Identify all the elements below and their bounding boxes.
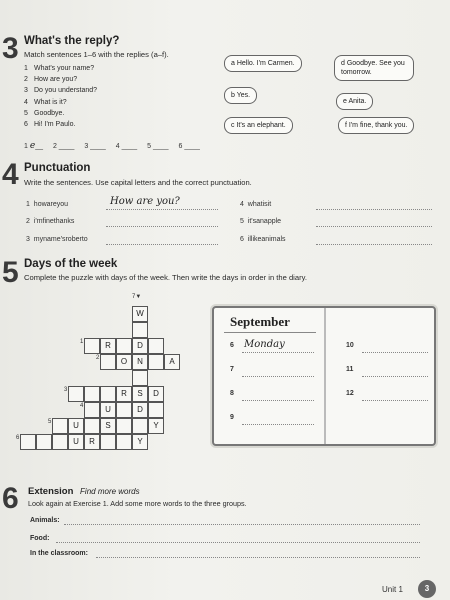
sentence-item: 4 What is it?	[24, 98, 67, 106]
answer-slot[interactable]: 4 ____	[115, 143, 138, 150]
crossword-cell[interactable]	[116, 402, 132, 418]
diary-day-number: 6	[230, 342, 234, 349]
answer-line[interactable]	[316, 244, 432, 245]
diary-line[interactable]	[362, 400, 428, 401]
punctuation-item: 3 myname'sroberto	[26, 236, 88, 243]
crossword-cell[interactable]	[84, 338, 100, 354]
page-number: 3	[418, 580, 436, 598]
exercise-3-instruction: Match sentences 1–6 with the replies (a–f).	[24, 50, 169, 59]
crossword-cell[interactable]	[52, 434, 68, 450]
crossword-cell[interactable]: O	[116, 354, 132, 370]
diary-day-number: 7	[230, 366, 234, 373]
punctuation-item: 6 illikeanimals	[240, 236, 286, 243]
exercise-6-title	[28, 486, 140, 497]
sentence-item: 2 How are you?	[24, 76, 78, 84]
crossword-cell[interactable]: W	[132, 306, 148, 322]
group-line[interactable]	[64, 524, 420, 525]
sentence-item: 3 Do you understand?	[24, 87, 98, 95]
diary-month: September	[230, 314, 290, 329]
crossword-cell[interactable]	[116, 338, 132, 354]
answer-line[interactable]	[106, 209, 218, 210]
reply-bubble-f: f I'm fine, thank you.	[338, 117, 414, 134]
reply-bubble-e: e Anita.	[336, 93, 373, 110]
exercise-3-number: 3	[2, 32, 19, 65]
crossword-cell[interactable]	[132, 370, 148, 386]
clue-number: 7▼	[132, 294, 142, 300]
clue-number: 6	[16, 435, 20, 441]
answer-line[interactable]	[316, 226, 432, 227]
clue-number: 2	[96, 355, 100, 361]
crossword-cell[interactable]: R	[84, 434, 100, 450]
answer-slot[interactable]: 3 ____	[84, 143, 106, 150]
answer-line[interactable]	[106, 226, 218, 227]
diary-rule	[224, 332, 316, 333]
diary	[212, 306, 436, 446]
crossword-cell[interactable]	[68, 386, 84, 402]
unit-label: Unit 1	[382, 585, 403, 594]
crossword-cell[interactable]: U	[100, 402, 116, 418]
crossword-cell[interactable]	[52, 418, 68, 434]
clue-number: 3	[64, 387, 68, 393]
crossword-cell[interactable]: Y	[148, 418, 164, 434]
group-label-classroom: In the classroom:	[30, 550, 88, 557]
diary-line[interactable]	[362, 352, 428, 353]
crossword-cell[interactable]	[132, 418, 148, 434]
crossword-cell[interactable]: N	[132, 354, 148, 370]
reply-bubble-b: b Yes.	[224, 87, 257, 104]
diary-line[interactable]	[242, 376, 314, 377]
sentence-item: 5 Goodbye.	[24, 109, 65, 117]
crossword-cell[interactable]	[148, 354, 164, 370]
diary-line[interactable]	[242, 352, 314, 353]
crossword-cell[interactable]: Y	[132, 434, 148, 450]
exercise-6-title-text: Extension	[28, 486, 74, 497]
punctuation-item: 2 i'mfinethanks	[26, 218, 75, 225]
crossword-cell[interactable]: U	[68, 434, 84, 450]
crossword-cell[interactable]	[116, 418, 132, 434]
crossword-cell[interactable]: A	[164, 354, 180, 370]
exercise-6-number: 6	[2, 482, 19, 515]
crossword-cell[interactable]	[20, 434, 36, 450]
clue-number: 5	[48, 419, 52, 425]
crossword-cell[interactable]	[84, 418, 100, 434]
diary-day-number: 11	[346, 366, 354, 373]
exercise-4-title: Punctuation	[24, 162, 91, 174]
diary-line[interactable]	[242, 424, 314, 425]
group-label-animals: Animals:	[30, 517, 60, 524]
group-line[interactable]	[56, 542, 420, 543]
exercise-3-sentences	[24, 63, 97, 130]
crossword-cell[interactable]	[84, 402, 100, 418]
crossword-cell[interactable]: D	[132, 338, 148, 354]
punctuation-item: 1 howareyou	[26, 201, 69, 208]
sentence-item: 6 Hi! I'm Paulo.	[24, 121, 76, 129]
crossword-cell[interactable]	[84, 386, 100, 402]
exercise-3-answer-line	[24, 141, 208, 151]
diary-spine	[324, 308, 326, 444]
exercise-6-subtitle: Find more words	[80, 487, 140, 496]
diary-day-number: 10	[346, 342, 354, 349]
clue-number: 1	[80, 339, 84, 345]
crossword-cell[interactable]: S	[132, 386, 148, 402]
answer-slot[interactable]: 6 ____	[178, 143, 200, 150]
exercise-6-instruction: Look again at Exercise 1. Add some more words to the three groups.	[28, 499, 247, 508]
group-label-food: Food:	[30, 535, 50, 542]
group-line[interactable]	[96, 557, 420, 558]
crossword-cell[interactable]	[132, 322, 148, 338]
handwritten-answer: How are you?	[110, 196, 180, 207]
crossword-cell[interactable]: R	[100, 338, 116, 354]
crossword-cell[interactable]	[116, 434, 132, 450]
crossword-cell[interactable]	[36, 434, 52, 450]
reply-bubble-d: d Goodbye. See you tomorrow.	[334, 55, 414, 81]
exercise-4-number: 4	[2, 158, 19, 191]
exercise-5-number: 5	[2, 256, 19, 289]
sentence-item: 1 What's your name?	[24, 65, 95, 72]
diary-handwritten-day: Monday	[244, 339, 285, 350]
crossword-cell[interactable]	[148, 402, 164, 418]
punctuation-item: 5 it'sanapple	[240, 218, 282, 225]
diary-line[interactable]	[362, 376, 428, 377]
crossword-cell[interactable]	[100, 354, 116, 370]
diary-day-number: 9	[230, 414, 234, 421]
reply-bubble-c: c It's an elephant.	[224, 117, 293, 134]
reply-bubble-a: a Hello. I'm Carmen.	[224, 55, 302, 72]
crossword-cell[interactable]: R	[116, 386, 132, 402]
clue-number: 4	[80, 403, 84, 409]
crossword-cell[interactable]	[100, 434, 116, 450]
crossword-cell[interactable]: D	[132, 402, 148, 418]
answer-line[interactable]	[106, 244, 218, 245]
punctuation-item: 4 whatisit	[240, 201, 272, 208]
crossword-cell[interactable]: D	[148, 386, 164, 402]
answer-slot[interactable]: 2 ____	[52, 143, 75, 150]
answer-slot[interactable]: 5 ____	[147, 143, 169, 150]
exercise-5-instruction: Complete the puzzle with days of the week. Then write the days in order in the diary.	[24, 273, 307, 282]
diary-day-number: 8	[230, 390, 234, 397]
crossword-cell[interactable]	[100, 386, 116, 402]
answer-line[interactable]	[316, 209, 432, 210]
diary-line[interactable]	[242, 400, 314, 401]
crossword-cell[interactable]	[148, 338, 164, 354]
crossword-cell[interactable]: S	[100, 418, 116, 434]
diary-day-number: 12	[346, 390, 354, 397]
exercise-5-title: Days of the week	[24, 258, 118, 270]
crossword-cell[interactable]: U	[68, 418, 84, 434]
exercise-3-title: What's the reply?	[24, 35, 120, 47]
answer-slot[interactable]: 1 e__	[24, 141, 43, 151]
exercise-4-instruction: Write the sentences. Use capital letters and the correct punctuation.	[24, 178, 252, 187]
